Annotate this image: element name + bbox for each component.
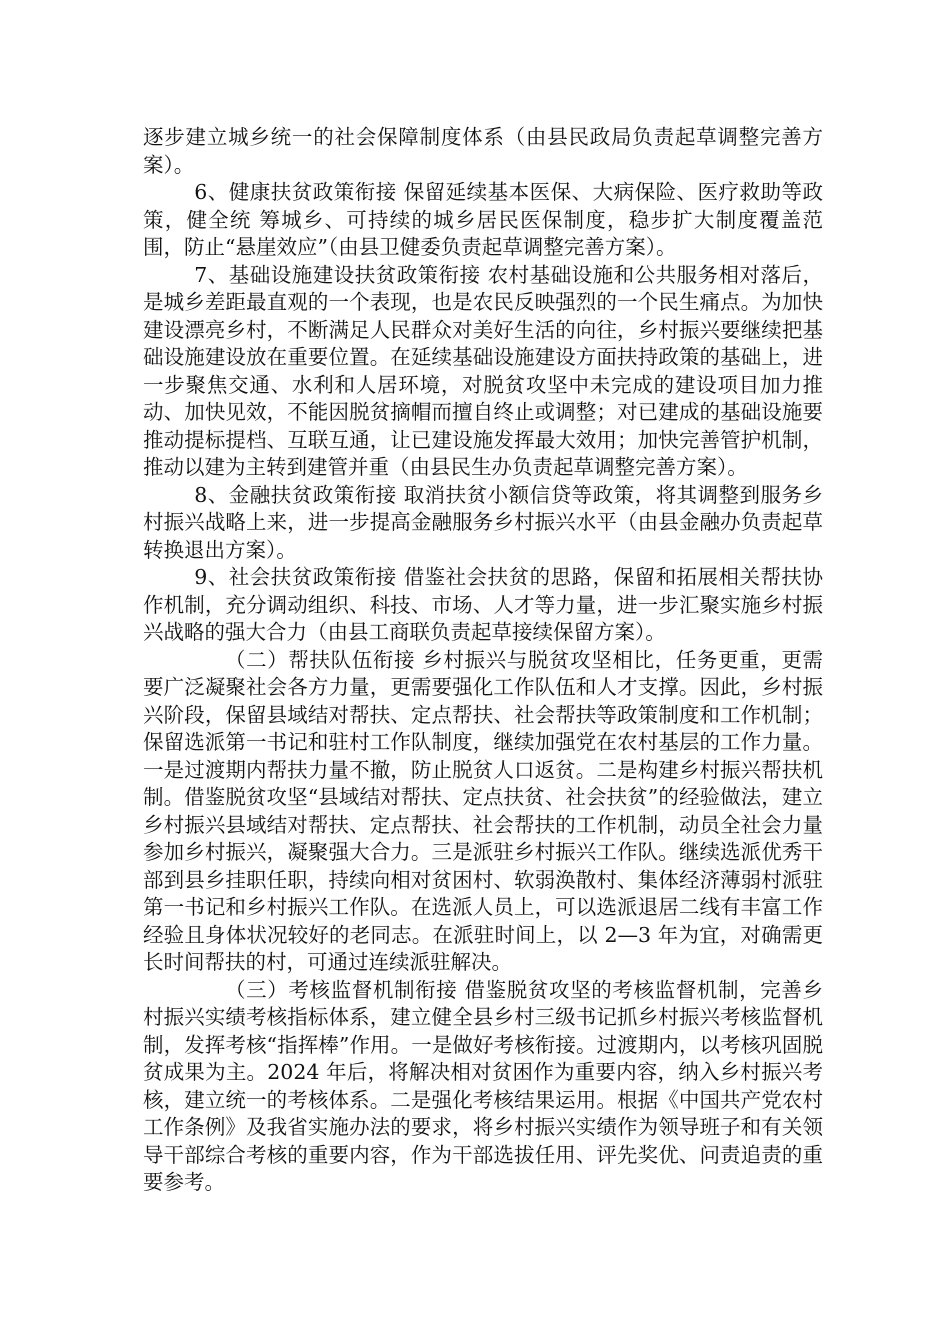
paragraph-health-policy: 6、健康扶贫政策衔接 保留延续基本医保、大病保险、医疗救助等政策，健全统 筹城乡、可持续的城乡居民医保制度，稳步扩大制度覆盖范围，防止“悬崖效应”（由县卫健委负责起草调整完善方案）。 [143, 180, 823, 259]
paragraph-infrastructure-policy: 7、基础设施建设扶贫政策衔接 农村基础设施和公共服务相对落后，是城乡差距最直观的一个表现，也是农民反映强烈的一个民生痛点。为加快建设漂亮乡村，不断满足人民群众对美好生活的向往，乡村振兴要继续把基础设施建设放在重要位置。在延续基础设施建设方面扶持政策的基础上，进一步聚焦交通、水利和人居环境，对脱贫攻坚中未完成的建设项目加力推动、加快见效，不能因脱贫摘帽而擅自终止或调整；对已建成的基础设施要推动提标提档、互联互通，让已建设施发挥最大效用；加快完善管护机制，推动以建为主转到建管并重（由县民生办负责起草调整完善方案）。 [143, 262, 823, 479]
paragraph-assistance-team: （二）帮扶队伍衔接 乡村振兴与脱贫攻坚相比，任务更重，更需要广泛凝聚社会各方力量，更需要强化工作队伍和人才支撑。因此，乡村振兴阶段，保留县域结对帮扶、定点帮扶、社会帮扶等政策制度和工作机制；保留选派第一书记和驻村工作队制度，继续加强党在农村基层的工作力量。一是过渡期内帮扶力量不撤，防止脱贫人口返贫。二是构建乡村振兴帮扶机制。借鉴脱贫攻坚“县域结对帮扶、定点扶贫、社会扶贫”的经验做法，建立乡村振兴县域结对帮扶、定点帮扶、社会帮扶的工作机制，动员全社会力量参加乡村振兴，凝聚强大合力。三是派驻乡村振兴工作队。继续选派优秀干部到县乡挂职任职，持续向相对贫困村、软弱涣散村、集体经济薄弱村派驻第一书记和乡村振兴工作队。在选派人员上，可以选派退居二线有丰富工作经验且身体状况较好的老同志。在派驻时间上，以 2—3 年为宜，对确需更长时间帮扶的村，可通过连续派驻解决。 [143, 647, 823, 974]
paragraph-social-policy: 9、社会扶贫政策衔接 借鉴社会扶贫的思路，保留和拓展相关帮扶协作机制，充分调动组织、科技、市场、人才等力量，进一步汇聚实施乡村振兴战略的强大合力（由县工商联负责起草接续保留方案）。 [143, 565, 823, 644]
paragraph-continuation: 逐步建立城乡统一的社会保障制度体系（由县民政局负责起草调整完善方案）。 [143, 125, 823, 177]
document-body [143, 124, 823, 1197]
paragraph-finance-policy: 8、金融扶贫政策衔接 取消扶贫小额信贷等政策，将其调整到服务乡村振兴战略上来，进一步提高金融服务乡村振兴水平（由县金融办负责起草转换退出方案）。 [143, 482, 823, 562]
paragraph-assessment-mechanism: （三）考核监督机制衔接 借鉴脱贫攻坚的考核监督机制，完善乡村振兴实绩考核指标体系，建立健全县乡村三级书记抓乡村振兴考核监督机制，发挥考核“指挥棒”作用。一是做好考核衔接。过渡期内，以考核巩固脱贫成果为主。2024 年后，将解决相对贫困作为重要内容，纳入乡村振兴考核，建立统一的考核体系。二是强化考核结果运用。根据《中国共产党农村工作条例》及我省实施办法的要求，将乡村振兴实绩作为领导班子和有关领导干部综合考核的重要内容，作为干部选拔任用、评先奖优、问责追责的重要参考。 [143, 977, 823, 1194]
